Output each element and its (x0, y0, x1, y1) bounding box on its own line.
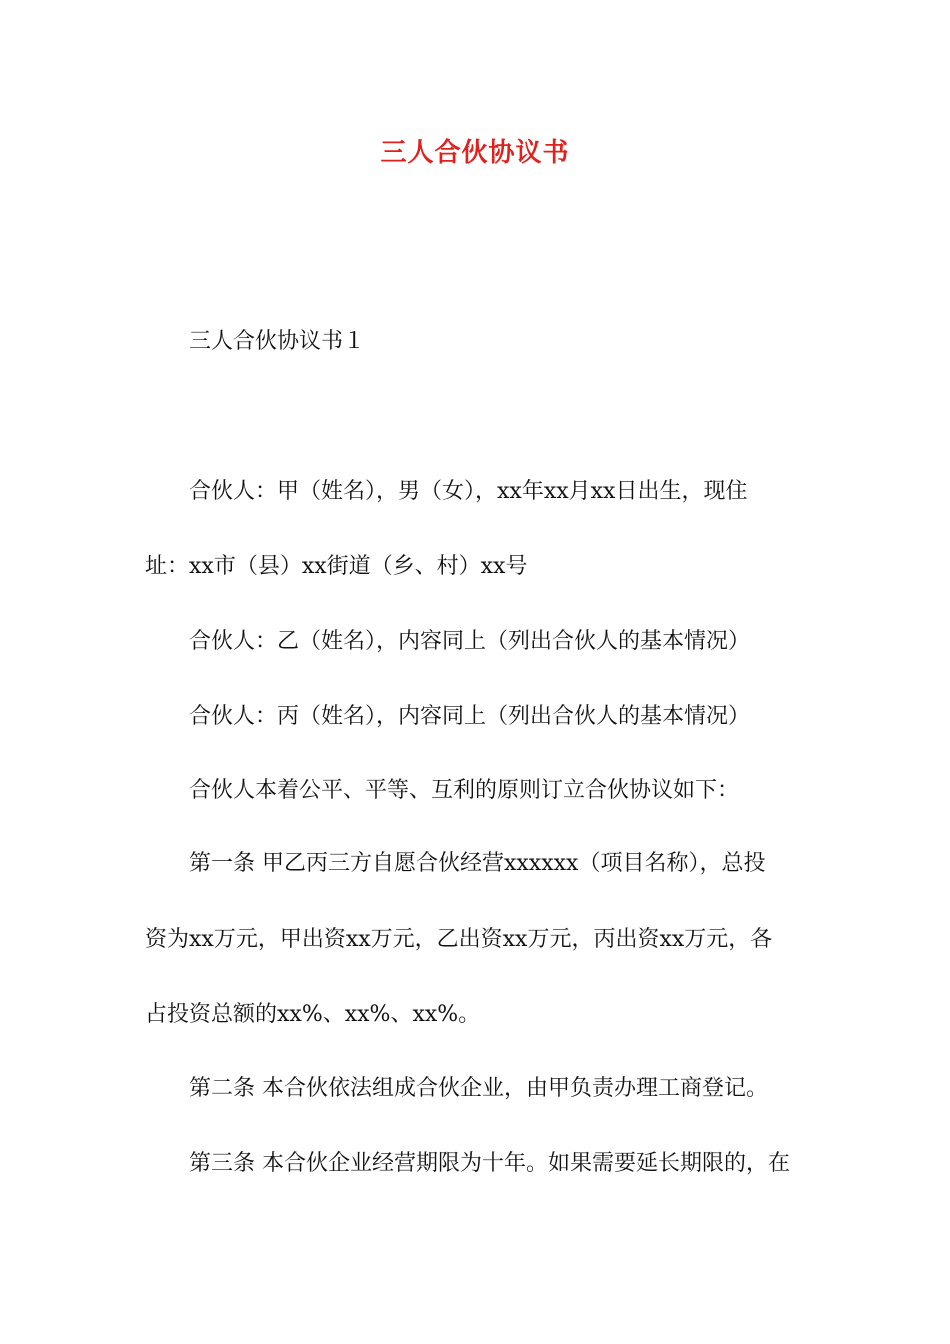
paragraph-line: 占投资总额的xx%、xx%、xx%。 (145, 1002, 481, 1027)
paragraph-line: 第一条 甲乙丙三方自愿合伙经营xxxxxx（项目名称），总投 (189, 851, 766, 876)
paragraph-line: 合伙人：丙（姓名），内容同上（列出合伙人的基本情况） (189, 704, 751, 729)
paragraph-line: 合伙人：乙（姓名），内容同上（列出合伙人的基本情况） (189, 629, 751, 654)
paragraph-line: 址：xx市（县）xx街道（乡、村）xx号 (145, 554, 528, 579)
paragraph-line: 资为xx万元，甲出资xx万元，乙出资xx万元，丙出资xx万元，各 (145, 927, 773, 952)
paragraph-line: 合伙人本着公平、平等、互利的原则订立合伙协议如下： (189, 778, 740, 803)
document-title: 三人合伙协议书 (380, 138, 570, 168)
section-heading: 三人合伙协议书１ (189, 329, 366, 354)
paragraph-line: 第三条 本合伙企业经营期限为十年。如果需要延长期限的，在 (189, 1151, 790, 1176)
paragraph-line: 第二条 本合伙依法组成合伙企业，由甲负责办理工商登记。 (189, 1076, 768, 1101)
paragraph-line: 合伙人：甲（姓名），男（女），xx年xx月xx日出生，现住 (189, 479, 748, 504)
